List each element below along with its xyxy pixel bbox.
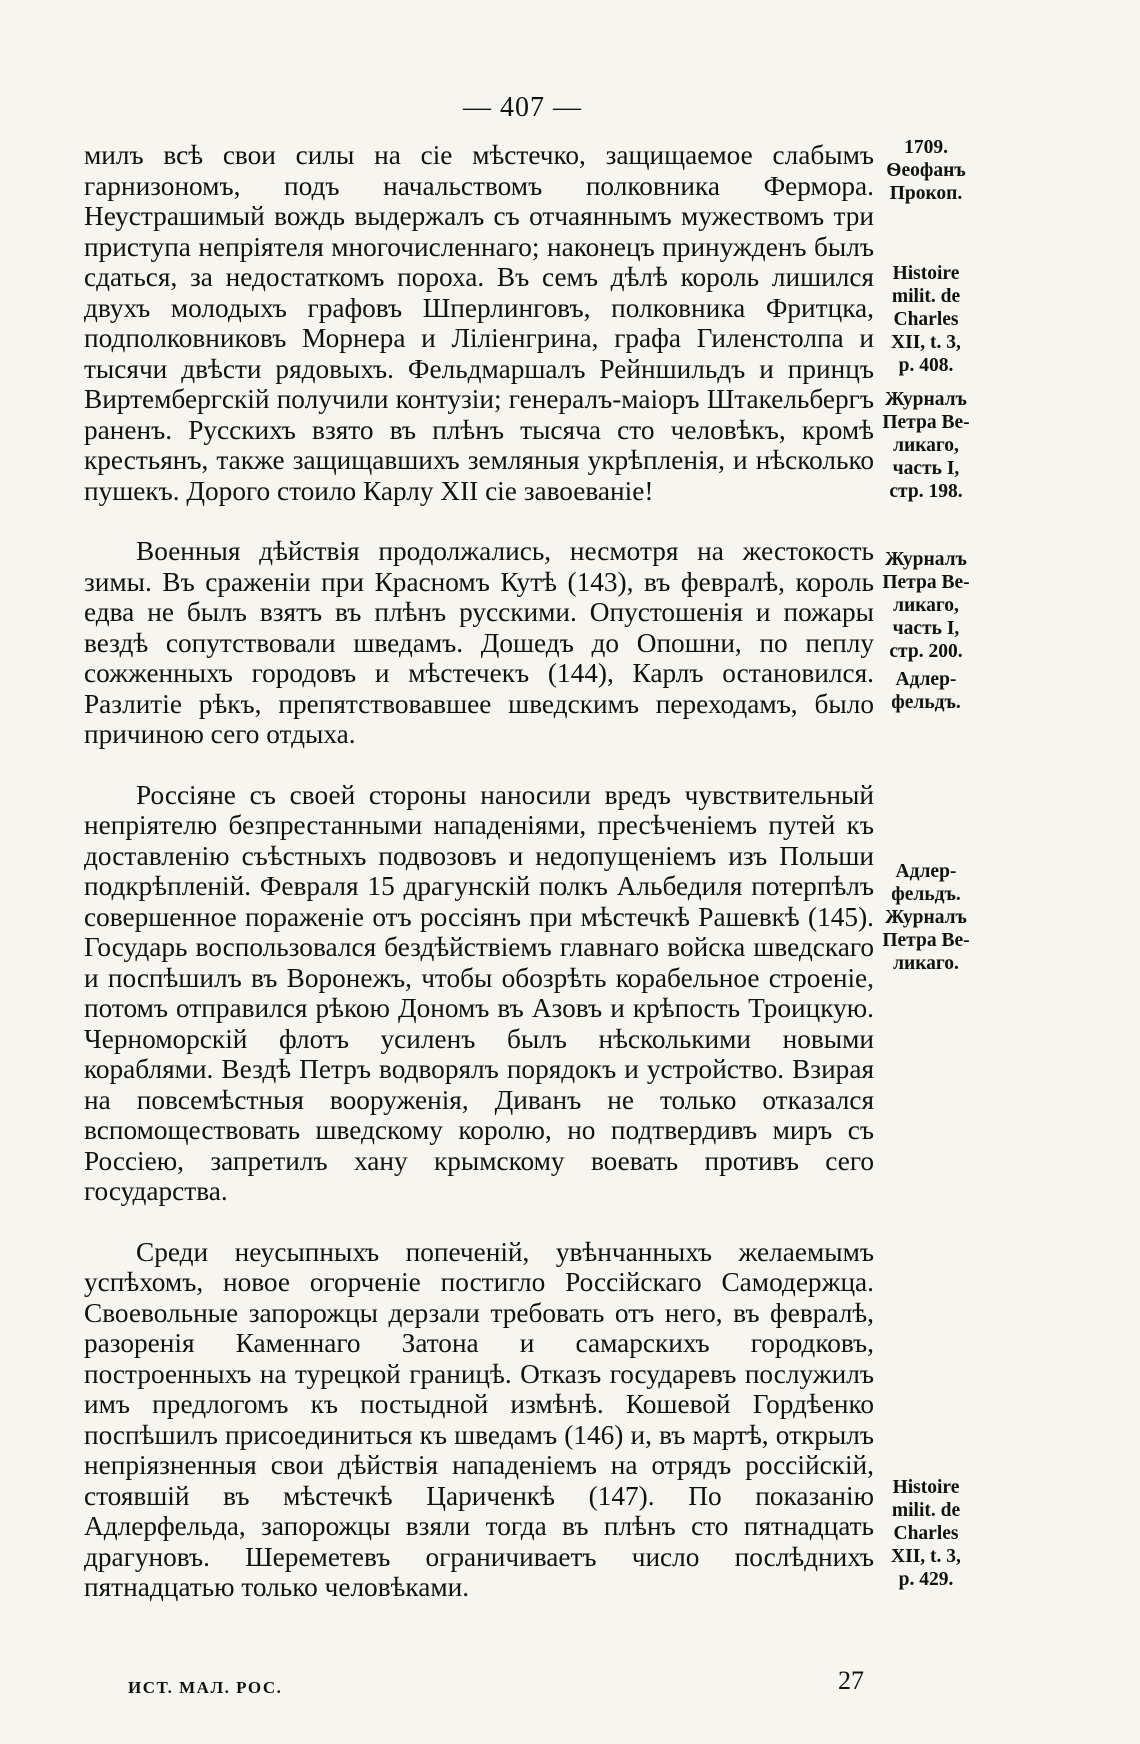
page-number: — 407 —	[463, 92, 582, 123]
margin-note: Журналъ Петра Ве- ликаго, часть I, стр. 198.	[882, 389, 970, 502]
paragraph: Военныя дѣйствія продолжались, несмотря на жестокость зимы. Въ сраженіи при Красномъ Кутѣ (143), въ февралѣ, король едва не былъ взятъ въ плѣнъ русскими. Опустошенія и пожары вездѣ сопутствовали шведамъ. Дошедъ до Опошни, по пеплу сожженныхъ городовъ и мѣстечекъ (144), Карлъ остановился. Разлитіе рѣкъ, препятствовавшее шведскимъ переходамъ, было причиною сего отдыха.	[84, 536, 874, 749]
margin-note: Адлер- фельдъ.	[891, 669, 961, 713]
margin-note: Адлер- фельдъ. Журналъ Петра Ве- ликаго.	[882, 861, 970, 974]
main-text	[84, 140, 874, 1603]
margin-note: Histoire milit. de Charles XII, t. 3, p. 429.	[891, 1477, 961, 1590]
margin-note: 1709. Ѳеофанъ Прокоп.	[886, 137, 966, 204]
footer-signature: ИСТ. МАЛ. РОС.	[128, 1678, 283, 1697]
paragraph: Среди неусыпныхъ попеченій, увѣнчанныхъ желаемымъ успѣхомъ, новое огорченіе постигло Россійскаго Самодержца. Своевольные запорожцы дерзали требовать отъ него, въ февралѣ, разоренія Каменнаго Затона и самарскихъ городковъ, построенныхъ на турецкой границѣ. Отказъ государевъ послужилъ имъ предлогомъ къ постыдной измѣнѣ. Кошевой Гордѣенко поспѣшилъ присоединиться къ шведамъ (146) и, въ мартѣ, открылъ непріязненныя свои дѣйствія нападеніемъ на отрядъ россійскій, стоявшій въ мѣстечкѣ Цариченкѣ (147). По показанію Адлерфельда, запорожцы взяли тогда въ плѣнъ сто пятнадцать драгуновъ. Шереметевъ ограничиваетъ число послѣднихъ пятнадцатью только человѣками.	[84, 1236, 874, 1602]
paragraph: милъ всѣ свои силы на сіе мѣстечко, защищаемое слабымъ гарнизономъ, подъ начальствомъ полковника Фермора. Неустрашимый вождь выдержалъ съ отчаяннымъ мужествомъ три приступа непріятеля многочисленнаго; наконецъ принужденъ былъ сдаться, за недостаткомъ пороха. Въ семъ дѣлѣ король лишился двухъ молодыхъ графовъ Шперлинговъ, полковника Фритцка, подполковниковъ Морнера и Ліліенгрина, графа Гиленстолпа и тысячи двѣсти рядовыхъ. Фельдмаршалъ Рейншильдъ и принцъ Виртембергскій получили контузіи; генералъ-маіоръ Штакельбергъ раненъ. Русскихъ взято въ плѣнъ тысяча сто человѣкъ, кромѣ крестьянъ, также защищавшихъ земляныя укрѣпленія, и нѣсколько пушекъ. Дорого стоило Карлу XII сіе завоеваніе!	[84, 140, 874, 506]
paragraph: Россіяне съ своей стороны наносили вредъ чувствительный непріятелю безпрестанными нападеніями, пресѣченіемъ путей къ доставленію съѣстныхъ подвозовъ и недопущеніемъ изъ Польши подкрѣпленій. Февраля 15 драгунскій полкъ Альбедиля потерпѣлъ совершенное пораженіе отъ россіянъ при мѣстечкѣ Рашевкѣ (145). Государь воспользовался бездѣйствіемъ главнаго войска шведскаго и поспѣшилъ въ Воронежъ, чтобы обозрѣть корабельное строеніе, потомъ отправился рѣкою Дономъ въ Азовъ и крѣпость Троицкую. Черноморскій флотъ усиленъ былъ нѣсколькими новыми кораблями. Вездѣ Петръ водворялъ порядокъ и устройство. Взирая на повсемѣстныя вооруженія, Диванъ не только отказался вспомоществовать шведскому королю, но подтвердивъ миръ съ Россіею, запретилъ хану крымскому воевать противъ сего государства.	[84, 779, 874, 1206]
footer-sheet-number: 27	[838, 1666, 864, 1695]
margin-note: Histoire milit. de Charles XII, t. 3, p. 408.	[891, 263, 961, 376]
margin-note: Журналъ Петра Ве- ликаго, часть I, стр. 200.	[882, 549, 970, 662]
